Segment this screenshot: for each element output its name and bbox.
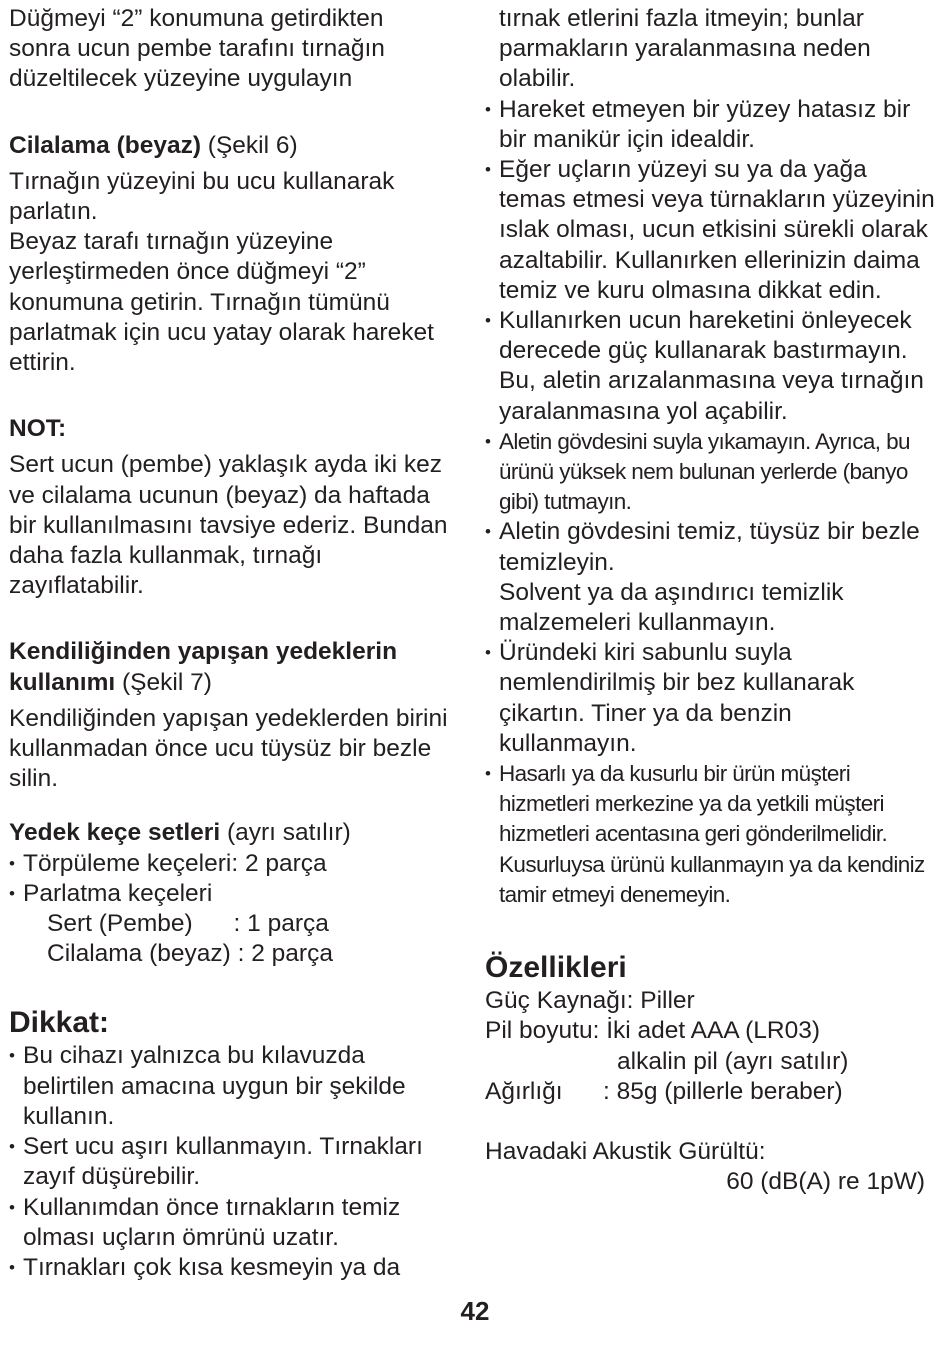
list-item-extra: Kusurluysa ürünü kullanmayın ya da kendiniz tamir etmeyi denemeyin. [499,851,925,907]
spares-heading-line [9,818,449,848]
spec-weight-label: Ağırlığı [485,1077,590,1105]
caution-list [9,1041,449,1283]
list-item: • Üründeki kiri sabunlu suyla nemlendirilmiş bir bez kullanarak çikartın. Tiner ya da benzin kullanmayın. [485,638,935,759]
spec-noise-value: 60 (dB(A) re 1pW) [726,1168,925,1196]
right-column [485,4,935,1197]
polish-paragraph-2: Beyaz tarafı tırnağın yüzeyine yerleştirmeden önce düğmeyi “2” konumuna getirin. Tırnağın tümünü parlatmak için ucu yatay olarak hareket ettirin. [9,228,434,377]
list-item: • Sert ucu aşırı kullanmayın. Tırnakları zayıf düşürebilir. [9,1132,449,1192]
polish-paragraph-1: Tırnağın yüzeyini bu ucu kullanarak parlatın. [9,167,395,226]
list-item: • Bu cihazı yalnızca bu kılavuzda belirtilen amacına uygun bir şekilde kullanın. [9,1041,449,1132]
spares-note: (ayrı satılır) [220,819,351,847]
specs-heading: Özellikleri [485,951,627,985]
spec-power: Güç Kaynağı: Piller [485,987,695,1015]
list-item: • Kullanımdan önce tırnakların temiz olması uçların ömrünü uzatır. [9,1193,449,1253]
list-item: • Kullanırken ucun hareketini önleyecek derecede güç kullanarak bastırmayın. Bu, aletin arızalanmasına veya tırnağın yaralanmasına yol açabilir. [485,306,935,427]
list-item [485,759,935,910]
list-item [485,517,935,638]
caution-list-continued [485,95,935,910]
list-item: • Eğer uçların yüzeyi su ya da yağa temas etmesi veya türnakların yüzeyinin ıslak olması, ucun etkisini sürekli olarak azaltabilir. Kullanırken ellerinizin daima temiz ve kuru olmasına dikkat edin. [485,155,935,306]
list-item-extra: Solvent ya da aşındırıcı temizlik malzemeleri kullanmayın. [499,578,844,637]
adhesive-paragraph: Kendiliğinden yapışan yedeklerden birini kullanmadan önce ucu tüysüz bir bezle silin. [9,704,448,793]
caution-heading: Dikkat: [9,1006,110,1040]
note-paragraph: Sert ucun (pembe) yaklaşık ayda iki kez ve cilalama ucunun (beyaz) da haftada bir kullanılmasını tavsiye ederiz. Bundan daha fazla kullanmak, tırnağı zayıflatabilir. [9,451,448,600]
intro-paragraph: Düğmeyi “2” konumuna getirdikten sonra ucun pembe tarafını tırnağın düzeltilecek yüzeyine uygulayın [9,5,385,93]
spec-battery [485,1016,935,1046]
spec-weight-value: : 85g (pillerle beraber) [603,1077,843,1105]
list-item: • Tırnakları çok kısa kesmeyin ya da [9,1253,449,1283]
spec-battery-value: İki adet AAA (LR03) [606,1017,821,1045]
adhesive-heading: Kendiliğinden yapışan yedeklerin kullanımı [9,638,398,696]
spares-sub-item: Cilalama (beyaz) : 2 parça [47,940,333,968]
polish-heading: Cilalama (beyaz) [9,131,201,159]
adhesive-figure-ref: (Şekil 7) [115,668,212,696]
adhesive-heading-line [9,637,449,697]
polish-figure-ref: (Şekil 6) [201,131,298,159]
list-item: • Törpüleme keçeleri: 2 parça [9,849,449,879]
polish-heading-line [9,131,449,161]
continuation-paragraph: tırnak etlerini fazla itmeyin; bunlar parmakların yaralanmasına neden olabilir. [499,5,871,93]
list-item: • Aletin gövdesini suyla yıkamayın. Ayrıca, bu ürünü yüksek nem bulunan yerlerde (banyo gibi) tutmayın. [485,427,935,518]
spec-weight [485,1077,935,1107]
list-item: • Hareket etmeyen bir yüzey hatasız bir bir manikür için idealdir. [485,95,935,155]
list-item-text: Hasarlı ya da kusurlu bir ürün müşteri hizmetleri merkezine ya da yetkili müşteri hizmetleri acentasına geri gönderilmelidir. [499,761,888,847]
list-item-text: Aletin gövdesini temiz, tüysüz bir bezle temizleyin. [499,518,920,576]
list-item: • Parlatma keçeleri [9,879,449,909]
spares-heading: Yedek keçe setleri [9,819,221,847]
spares-sub-item: Sert (Pembe) : 1 parça [47,910,329,938]
spec-battery-label: Pil boyutu: [485,1017,607,1045]
spares-list [9,849,449,909]
left-column [9,4,449,1283]
page-number: 42 [460,1296,490,1326]
spec-noise-label: Havadaki Akustik Gürültü: [485,1137,766,1165]
spec-battery-value-2: alkalin pil (ayrı satılır) [617,1047,849,1075]
note-heading: NOT: [9,415,67,443]
